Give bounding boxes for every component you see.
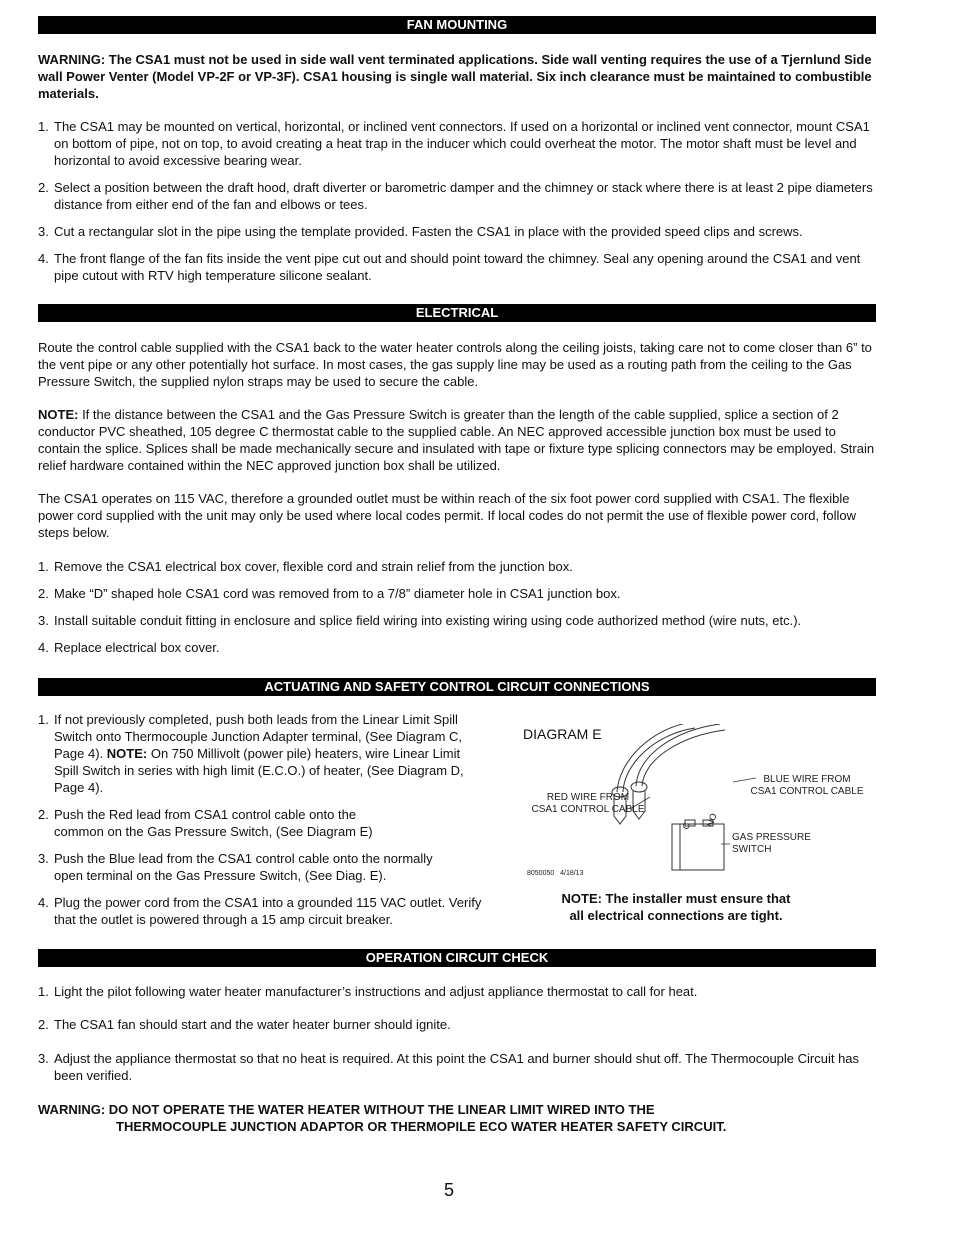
list-item (38, 983, 878, 1000)
item-text: Push the Blue lead from the CSA1 control cable onto the normally open terminal on the Gas Pressure Switch, (See Diag. E). (54, 851, 433, 883)
item-text: Adjust the appliance thermostat so that no heat is required. At this point the CSA1 and burner should shut off. The Thermocouple Circuit has been verified. (54, 1051, 860, 1083)
item-text: Cut a rectangular slot in the pipe using the template provided. Fasten the CSA1 in place with the provided speed clips and screws. (54, 224, 803, 239)
item-number: 4. (38, 640, 49, 655)
list-item (38, 612, 878, 629)
item-number: 4. (38, 251, 49, 266)
item-number: 1. (38, 712, 49, 727)
blue-wire-label-line: BLUE WIRE FROM (763, 774, 851, 785)
item-number: 2. (38, 807, 49, 822)
item-number: 4. (38, 895, 49, 910)
terminal-c-label: C (680, 821, 693, 831)
diagram-code (527, 868, 583, 880)
list-item (38, 1016, 878, 1033)
gps-label-line: SWITCH (732, 844, 772, 855)
section-header-electrical: ELECTRICAL (38, 304, 876, 322)
gas-pressure-switch-label (732, 832, 811, 856)
operation-warning-line: WARNING: DO NOT OPERATE THE WATER HEATER WITHOUT THE LINEAR LIMIT WIRED INTO THE (38, 1102, 655, 1117)
blue-wire-label (744, 774, 870, 798)
item-text (38, 711, 483, 796)
item-number: 2. (38, 180, 49, 195)
item-number: 3. (38, 613, 49, 628)
red-wire-label-line: CSA1 CONTROL CABLE (531, 804, 645, 815)
page-number: 5 (444, 1180, 455, 1200)
note-label: NOTE: (38, 407, 79, 422)
item-text: The front flange of the fan fits inside the vent pipe cut out and should point toward the chimney. Seal any opening around the CSA1 and vent pipe cutout with RTV high temperature silicone sealant. (54, 251, 861, 283)
item-text: The CSA1 fan should start and the water heater burner should ignite. (54, 1017, 451, 1032)
list-item (38, 585, 878, 602)
connections-note-line: NOTE: The installer must ensure that (561, 891, 791, 906)
operation-warning-line: THERMOCOUPLE JUNCTION ADAPTOR OR THERMOPILE ECO WATER HEATER SAFETY CIRCUIT. (116, 1119, 727, 1134)
item-text: Push the Red lead from CSA1 control cable onto the common on the Gas Pressure Switch, (See Diagram E) (54, 807, 373, 839)
item-text: Make “D” shaped hole CSA1 cord was removed from to a 7/8” diameter hole in CSA1 junction box. (54, 586, 621, 601)
item-number: 1. (38, 119, 49, 134)
connections-note-line: all electrical connections are tight. (569, 908, 783, 923)
item-number: 3. (38, 1051, 49, 1066)
list-item (38, 711, 483, 796)
fan-mounting-warning: WARNING: The CSA1 must not be used in side wall vent terminated applications. Side wall venting requires the use of a Tjernlund Side wall Power Venter (Model VP-2F or VP-3F). CSA1 housing is single wall material. Six inch clearance must be maintained to combustible materials. (38, 52, 872, 101)
note-label: NOTE: (106, 746, 148, 761)
item-number: 2. (38, 586, 49, 601)
connections-note (526, 890, 826, 924)
item-text: The CSA1 may be mounted on vertical, horizontal, or inclined vent connectors. If used on a horizontal or inclined vent connector, mount CSA1 on bottom of pipe, not on top, to avoid creating a heat trap in the inducer which could overheat the motor. The motor shaft must be level and horizontal to avoid excessive bearing wear. (54, 119, 870, 168)
gps-label-line: GAS PRESSURE (732, 832, 811, 843)
electrical-routing-paragraph: Route the control cable supplied with the CSA1 back to the water heater controls along the ceiling joists, taking care not to come closer than 6” to the vent pipe or any other potentially hot surface. In most cases, the gas supply line may be used as a routing path from the ceiling to the Gas Pressure Switch, the supplied nylon straps may be used to secure the cable. (38, 340, 872, 389)
diagram-date: 4/18/13 (560, 870, 584, 877)
item-text: Light the pilot following water heater manufacturer’s instructions and adjust appliance thermostat to call for heat. (54, 984, 698, 999)
item-number: 2. (38, 1017, 49, 1032)
section-header-actuating: ACTUATING AND SAFETY CONTROL CIRCUIT CONNECTIONS (38, 678, 876, 696)
list-item (38, 639, 878, 656)
list-item (38, 1050, 878, 1084)
item-text: Plug the power cord from the CSA1 into a grounded 115 VAC outlet. Verify that the outlet is powered through a 15 amp circuit breaker. (54, 895, 482, 927)
list-item (38, 179, 878, 213)
electrical-note-paragraph (38, 406, 878, 474)
list-item (38, 850, 458, 884)
item-text-part: If not previously completed, push both leads from the Linear Limit Spill Switch onto Thermocouple Junction Adapter terminal, (See Diagram C, Page 4). (54, 712, 463, 761)
item-number: 3. (38, 851, 49, 866)
list-item (38, 806, 388, 840)
diagram-code-number: 8050050 (527, 870, 555, 877)
blue-wire-label-line: CSA1 CONTROL CABLE (750, 786, 864, 797)
item-text: Select a position between the draft hood, draft diverter or barometric damper and the chimney or stack where there is at least 2 pipe diameters distance from either end of the fan and elbows or tees. (54, 180, 873, 212)
item-number: 1. (38, 559, 49, 574)
item-text: Remove the CSA1 electrical box cover, flexible cord and strain relief from the junction box. (54, 559, 573, 574)
list-item (38, 250, 878, 284)
item-text-part: On 750 Millivolt (power pile) heaters, wire Linear Limit Spill Switch in series with high limit (E.C.O.) of heater, (See Diagram D, Page 4). (54, 746, 464, 795)
item-number: 3. (38, 224, 49, 239)
operation-warning (38, 1101, 898, 1135)
list-item (38, 894, 483, 928)
electrical-power-paragraph: The CSA1 operates on 115 VAC, therefore a grounded outlet must be within reach of the six foot power cord supplied with CSA1. The flexible power cord supplied with the unit may only be used where local codes permit. If local codes do not permit the use of flexible power cord, follow steps below. (38, 491, 856, 540)
section-header-fan-mounting: FAN MOUNTING (38, 16, 876, 34)
section-header-operation: OPERATION CIRCUIT CHECK (38, 949, 876, 967)
red-wire-label (526, 792, 650, 816)
item-text: Replace electrical box cover. (54, 640, 220, 655)
item-number: 1. (38, 984, 49, 999)
terminal-no-label: NO (704, 811, 719, 829)
list-item (38, 223, 878, 240)
diagram-title: DIAGRAM E (523, 726, 602, 742)
list-item (38, 118, 878, 169)
note-text: If the distance between the CSA1 and the Gas Pressure Switch is greater than the length of the cable supplied, splice a section of 2 conductor PVC sheathed, 105 degree C thermostat cable to the supplied cable. An NEC approved accessible junction box must be used to contain the splice. Splices shall be made mechanically secure and insulated with tape or fixture type splicing connectors may be employed. Strain relief hardware contained within the NEC approved junction box shall be utilized. (38, 407, 875, 473)
item-text: Install suitable conduit fitting in enclosure and splice field wiring into existing wiring using code authorized method (wire nuts, etc.). (54, 613, 802, 628)
list-item (38, 558, 878, 575)
red-wire-label-line: RED WIRE FROM (546, 792, 630, 803)
